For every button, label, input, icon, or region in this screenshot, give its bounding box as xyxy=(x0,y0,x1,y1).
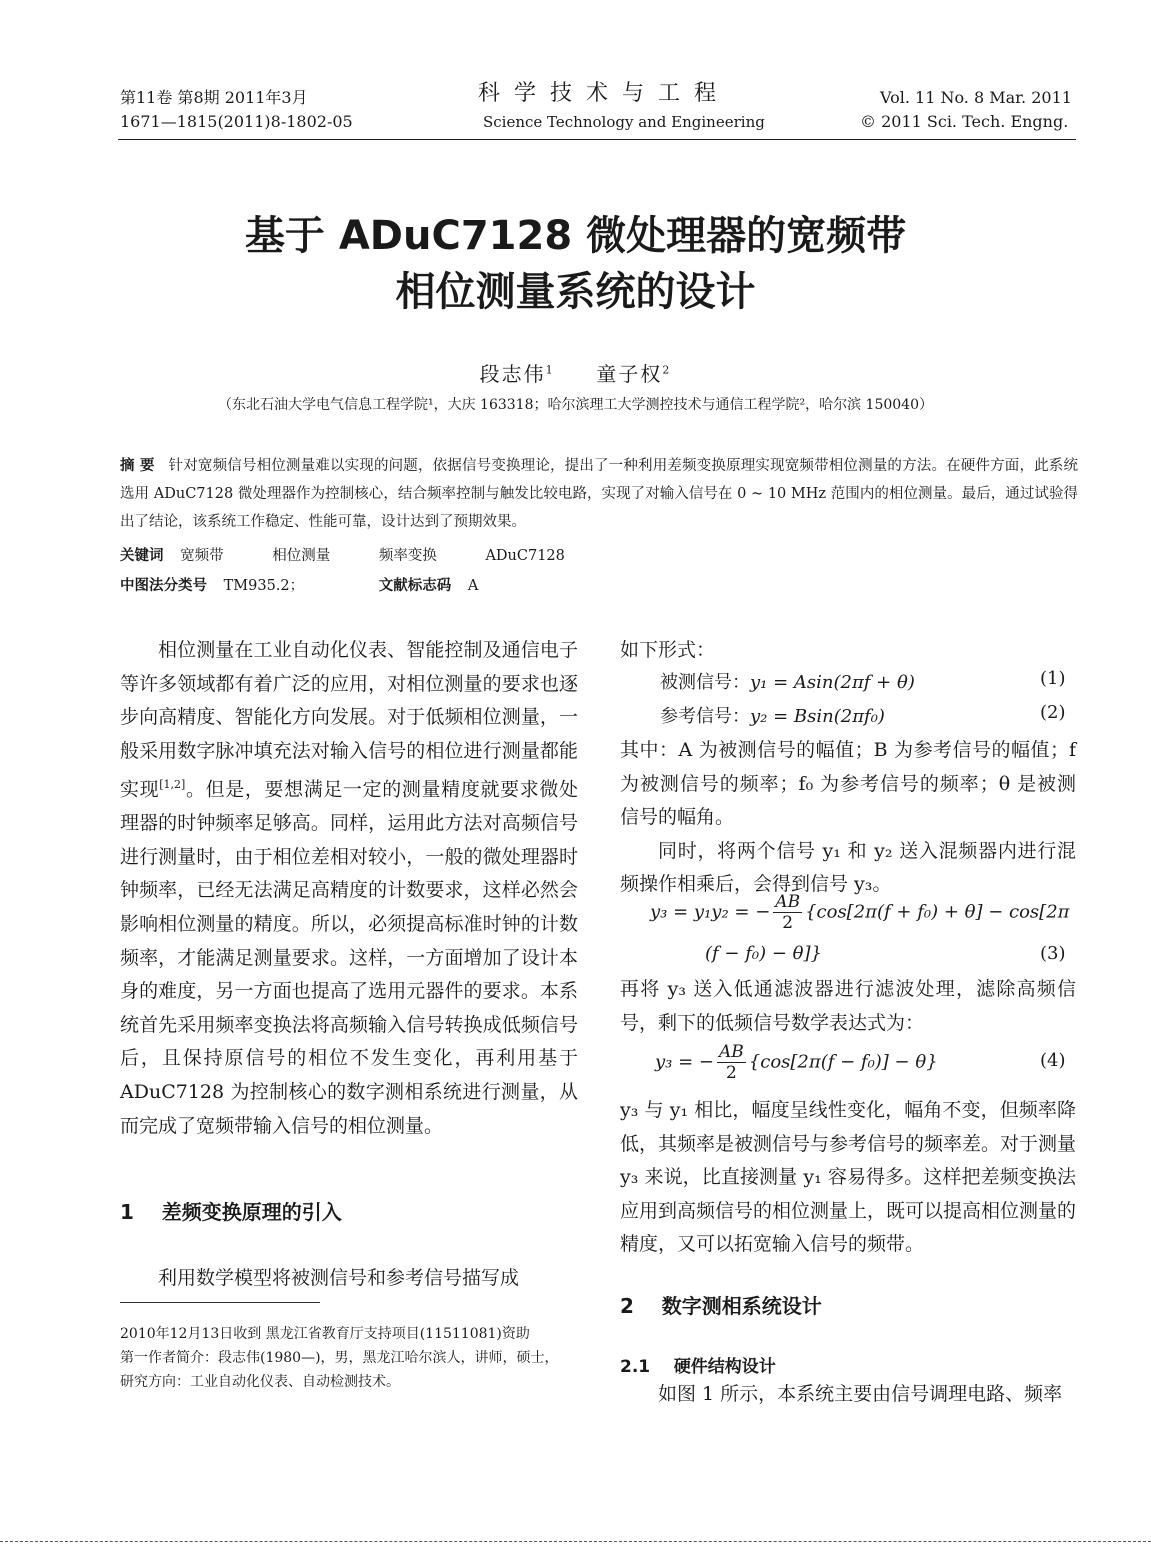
paragraph: 再将 y₃ 送入低通滤波器进行滤波处理，滤除高频信号，剩下的低频信号数学表达式为： xyxy=(620,978,1076,1034)
section-number: 1 xyxy=(120,1200,134,1224)
equation-label: 参考信号： xyxy=(660,706,750,727)
author-list xyxy=(0,358,1151,387)
author-2-affil: 2 xyxy=(662,363,672,377)
doc-code-value: A xyxy=(467,578,479,594)
numerator: AB xyxy=(775,892,801,912)
abstract-label: 摘 要 xyxy=(120,458,155,474)
citation: [1,2] xyxy=(159,778,186,792)
section-1-text: 利用数学模型将被测信号和参考信号描写成 xyxy=(158,1267,520,1289)
right-column-p5 xyxy=(620,1378,1076,1412)
paragraph: y₃ 与 y₁ 相比，幅度呈线性变化，幅角不变，但频率降低，其频率是被测信号与参考信号的频率差。对于测量 y₃ 来说，比直接测量 y₁ 容易得多。这样把差频变换法应用到高频信号的相位测量上，既可以提高相位测量的精度，又可以拓宽输入信号的频带。 xyxy=(620,1099,1077,1256)
footnote xyxy=(120,1322,576,1394)
equation-number: (3) xyxy=(1040,943,1066,964)
abstract xyxy=(120,452,1078,536)
doc-code-label: 文献标志码 xyxy=(378,578,452,594)
right-column-p4 xyxy=(620,1094,1076,1262)
subsection-2-1-heading xyxy=(620,1352,776,1377)
equation-body: y₂ = Bsin(2πf₀) xyxy=(750,706,885,727)
equation-rhs: {cos[2π(f + f₀) + θ] − cos[2π xyxy=(805,901,1070,923)
footnote-research: 研究方向：工业自动化仪表、自动检测技术。 xyxy=(120,1374,400,1390)
keyword-item: 宽频带 xyxy=(180,548,224,564)
page-bottom-dashes xyxy=(0,1541,1151,1542)
right-column-p3 xyxy=(620,973,1076,1040)
footnote-rule xyxy=(120,1302,320,1303)
author-1: 段志伟 xyxy=(479,362,546,386)
subsection-title: 硬件结构设计 xyxy=(673,1357,776,1377)
classification-value: TM935.2； xyxy=(223,578,305,594)
author-1-affil: 1 xyxy=(545,363,555,377)
equation-1 xyxy=(660,668,915,694)
journal-name-en: Science Technology and Engineering xyxy=(483,113,765,131)
section-title: 差频变换原理的引入 xyxy=(161,1200,342,1224)
footnote-author: 第一作者简介：段志伟(1980—)，男，黑龙江哈尔滨人，讲师，硕士， xyxy=(120,1350,559,1366)
right-column-p1 xyxy=(620,734,1076,902)
denominator: 2 xyxy=(725,1063,737,1083)
journal-copyright: © 2011 Sci. Tech. Engng. xyxy=(860,112,1069,131)
section-title: 数字测相系统设计 xyxy=(661,1294,822,1318)
right-column-top xyxy=(620,634,1076,668)
denominator: 2 xyxy=(782,913,794,933)
affiliation: （东北石油大学电气信息工程学院¹，大庆 163318；哈尔滨理工大学测控技术与通信工程学院²，哈尔滨 150040） xyxy=(217,397,933,413)
header-rule xyxy=(118,139,1076,140)
paragraph: 如图 1 所示，本系统主要由信号调理电路、频率 xyxy=(658,1383,1063,1405)
equation-number: (4) xyxy=(1040,1050,1066,1071)
fraction xyxy=(717,1042,746,1083)
equation-rhs: {cos[2π(f − f₀)] − θ} xyxy=(748,1051,938,1073)
keyword-item: 相位测量 xyxy=(272,548,331,564)
section-number: 2 xyxy=(620,1294,634,1318)
equation-lhs: y₃ = − xyxy=(655,1051,714,1073)
abstract-text: 针对宽频信号相位测量难以实现的问题，依据信号变换理论，提出了一种利用差频变换原理实现宽频带相位测量的方法。在硬件方面，此系统选用 ADuC7128 微处理器作为控制核心，结合频率控制与触发比较电路，实现了对输入信号在 0 ~ 10 MHz 范围内的相位测量。最后，通过试验得出了结论，该系统工作稳定、性能可靠，设计达到了预期效果。 xyxy=(120,458,1078,530)
paragraph: 其中：A 为被测信号的幅值；B 为参考信号的幅值；f 为被测信号的频率；f₀ 为参考信号的频率；θ 是被测信号的幅角。 xyxy=(620,739,1076,829)
keywords xyxy=(120,542,1078,570)
footnote-received: 2010年12月13日收到 黑龙江省教育厅支持项目(11511081)资助 xyxy=(120,1326,530,1342)
equation-body: y₁ = Asin(2πf + θ) xyxy=(750,672,915,693)
paragraph: 同时，将两个信号 y₁ 和 y₂ 送入混频器内进行混频操作相乘后，会得到信号 y₃。 xyxy=(620,839,1076,896)
journal-doc-number: 1671—1815(2011)8-1802-05 xyxy=(120,112,353,131)
author-2: 童子权 xyxy=(596,362,663,386)
fraction xyxy=(773,892,802,933)
intro-text-rest: 。但是，要想满足一定的测量精度就要求微处理器的时钟频率足够高。同样，运用此方法对高频信号进行测量时，由于相位差相对较小，一般的微处理器时钟频率，已经无法满足高精度的计数要求，这样必然会影响相位测量的精度。所以，必须提高标准时钟的计数频率，才能满足测量要求。这样，一方面增加了设计本身的难度，另一方面也提高了选用元器件的要求。本系统首先采用频率变换法将高频输入信号转换成低频信号后，且保持原信号的相位不发生变化，再利用基于 ADuC7128 为控制核心的数字测相系统进行测量，从而完成了宽频带输入信号的相位测量。 xyxy=(120,778,578,1137)
keyword-item: ADuC7128 xyxy=(485,548,565,564)
equation-lhs: y₃ = y₁y₂ = − xyxy=(650,901,771,923)
intro-text: 相位测量在工业自动化仪表、智能控制及通信电子等许多领域都有着广泛的应用，对相位测量的要求也逐步向高精度、智能化方向发展。对于低频相位测量，一般采用数字脉冲填充法对输入信号的相位进行测量都能实现 xyxy=(120,639,578,801)
equation-number: (1) xyxy=(1040,668,1066,689)
paragraph: 如下形式： xyxy=(620,639,716,661)
paper-title-line2: 相位测量系统的设计 xyxy=(395,269,756,315)
section-2-heading xyxy=(620,1290,822,1319)
journal-name-cn: 科学技术与工程 xyxy=(478,81,731,106)
classification-label: 中图法分类号 xyxy=(120,578,207,594)
equation-3-line2 xyxy=(705,943,822,964)
classification xyxy=(120,572,1078,600)
left-column xyxy=(120,634,578,1143)
equation-continuation: (f − f₀) − θ]} xyxy=(705,943,822,964)
paper-title-line1: 基于 ADuC7128 微处理器的宽频带 xyxy=(244,213,907,259)
numerator: AB xyxy=(719,1042,744,1062)
keywords-label: 关键词 xyxy=(120,548,164,564)
journal-volume-en: Vol. 11 No. 8 Mar. 2011 xyxy=(880,88,1072,107)
intro-paragraph xyxy=(120,634,578,1143)
journal-issue-info: 第11卷 第8期 2011年3月 xyxy=(120,88,308,107)
equation-2 xyxy=(660,702,885,728)
section-1-paragraph xyxy=(120,1262,578,1296)
equation-3 xyxy=(650,892,1069,933)
equation-4 xyxy=(655,1042,938,1083)
section-1-heading xyxy=(120,1196,342,1225)
keyword-item: 频率变换 xyxy=(378,548,437,564)
equation-label: 被测信号： xyxy=(660,672,750,693)
equation-number: (2) xyxy=(1040,702,1066,723)
subsection-number: 2.1 xyxy=(620,1357,651,1377)
